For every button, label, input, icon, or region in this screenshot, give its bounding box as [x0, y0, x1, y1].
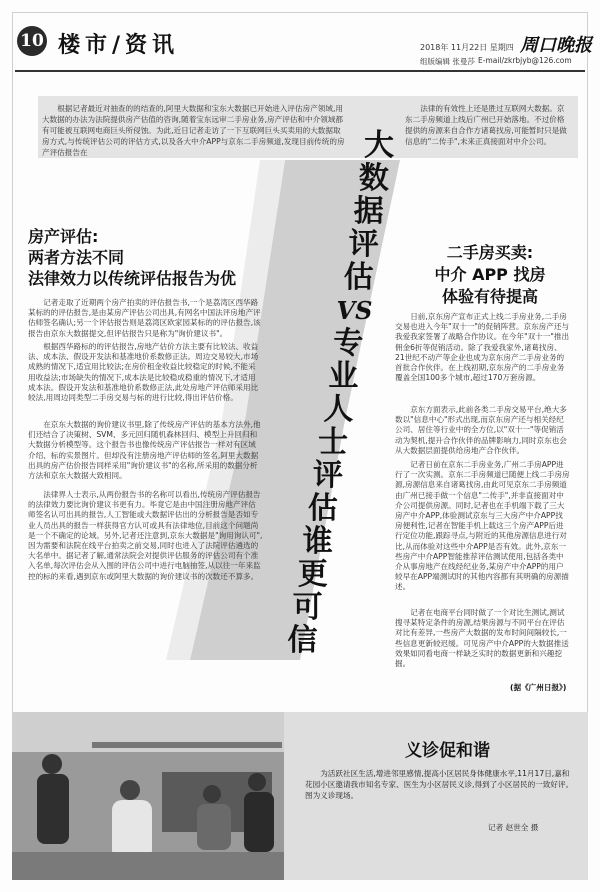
left-paragraph: 法律界人士表示,从两份报告书的名称可以看出,传统房产评估报告的法律效力要比询价建议书更有力。毕竟它是由中国注册房地产评估师签名认可出具的报告,人工智能或大数据评估出的分析报告是否如专业人员出具的报告一样获得官方认可或具有法律地位,目前这个问题尚是一个不确定的论域。另外,记者还注意到,京东大数据是"询用询认可",因为需要和法院在线平台拍卖之前交易,同时也进入了法院评估遴选的大名单中。据记者了解,通常法院会对提供评估服务的评估公司有个准入名单,每次评估会从入围的评估公司中进行电脑抽签,从以往一年来监控的标的来看,遇到京东或阿里大数据的询价建议书的次数还不算多。 [28, 490, 263, 581]
left-paragraph: 根据西华路标的的评估报告,房地产估价方法主要有比较法、收益法、成本法、假设开发法和基准地价系数修正法。周边交易较大,市场成熟的情况下,适宜用比较法;在房价租金收益比较稳定的时候,不能采用收益法;市场缺失的情况下,成本法是比较稳成稳重的情况下,才适用成本法。假设开发法和基准地价系数修正法,此处房地产评估师采用比较法,用周边同类型二手房交易与标的进行比较,得出评估价格。 [28, 342, 259, 403]
headline-char: 业 [328, 359, 359, 394]
page-number-badge: 10 [17, 26, 47, 56]
headline-char: 估 [343, 260, 374, 295]
left-paragraph: 在京东大数据的询价建议书里,除了传统房产评估的基本方法外,他们还结合了决策树、SVM、多元回归随机森林回归、模型上升回归和大数据分析模型等。这个报告书也像传统房产评估报告一样对有区域介绍、标的实景图片。但却没有注册房地产评估师的签名,阿里大数据出具的房产估价报告同样采用"询价建议书"的名称,所采用的数据分析方法和京东大数据大致相同。 [28, 420, 261, 481]
photo-illustration [12, 712, 284, 880]
section-title: 楼市/资讯 [58, 32, 180, 58]
headline-char: 可 [292, 590, 323, 625]
intro-text-right: 法律的有效性上还是胜过互联网大数据。京东二手房频道上线后广州已开始落地。不过价格提供的房源来自合作方诸葛找房,可能暂时只是做信息的"二传手",未来正真接面对中介公司。 [405, 104, 567, 146]
layout-editor: 组版编辑 张曼莎 [420, 57, 475, 66]
right-paragraph: 京东方面表示,此前各类二手房交易平台,绝大多数以"信息中心"形式出现,而京东房产还与相关经纪公司、居住等行业中的全方位,以"双十一"等促销活动为契机,提升合作伙伴的品牌影响力,同时京东也会从大数据层面提供给房地产合作伙伴。 [395, 405, 567, 455]
newspaper-logo: 周口晚报 [520, 35, 592, 56]
right-paragraph: 日前,京东房产宣布正式上线二手房业务,二手房交易也进入今年"双十一"的促销阵营。京东房产还与我爱我家签署了战略合作协议。在今年"双十一"推出佣金6折等促销活动。除了我爱我家外,诸葛找房、21世纪不动产等企业也成为京东房产二手房业务的首批合作伙伴。在上线初期,京东房产的二手房业务覆盖全国100多个城市,超过170万套房源。 [395, 312, 570, 383]
headline-char: 信 [287, 623, 318, 658]
intro-text-left: 根据记者最近对抽查的的结查的,阿里大数据和宝东大数据已开始进入评估房产领域,用大数据的办法为法院提供房产估值的咨询,随着宝东远审二手房业务,房产评估和中介领域都有可能被互联网电商巨头所侵蚀。为此,近日记者走访了一下互联网巨头买卖用的大数据取房方式,与传统评估公司的评估方式,以及各大中介APP与京东二手房频道,发现目前传统的房产评估报告在 [42, 104, 345, 157]
photo-headline: 义诊促和谐 [405, 741, 490, 761]
photo-caption: 为活跃社区生活,增进邻里感情,提高小区居民身体健康水平,11月17日,嘉和花园小区邀请我市知名专家、医生为小区居民义诊,得到了小区居民的一致好评。图为义诊现场。 [305, 769, 574, 800]
headline-char: 大 [364, 128, 394, 163]
right-headline-1: 二手房买卖: [446, 243, 534, 262]
headline-char: 评 [313, 458, 343, 493]
left-headline-1: 房产评估: [28, 227, 99, 246]
headline-char: 专 [333, 326, 364, 361]
headline-char: 谁 [302, 524, 333, 559]
left-paragraph: 记者走取了近期两个房产拍卖的评估报告书,一个是荔湾区西华路某标的的评估报告,是由某房产评估公司出具,有网名中国法评房地产评估师签名确认;另一个评估报告则是荔湾区欧家园某标的的评估报告,该报告由京东大数据提交,但评估报告只是称为"询价建议书"。 [28, 298, 261, 338]
right-paragraph: 记者在电商平台同时做了一个对比生测试,测试搜寻某特定条件的房源,结果房源与不同平台在评估对比有差异,一些房产大数据的发布时间间隔较长,一些信息更新较迟缓。可见房产中介APP的大数据推送效果如同看电商一样缺乏实时的数据更新和兴趣挖掘。 [395, 608, 569, 669]
headline-char: 人 [323, 392, 354, 427]
headline-char: 估 [307, 491, 338, 526]
right-headline-2: 中介 APP 找房 [434, 265, 546, 284]
headline-char: 更 [297, 557, 328, 592]
contact-email: E-mail/zkrbjyb@126.com [478, 56, 572, 65]
photo-credit: 记者 赵世全 摄 [488, 823, 539, 832]
right-headline-3: 体验有待提高 [441, 287, 538, 306]
headline-char: 评 [348, 227, 379, 262]
news-photo [12, 712, 284, 880]
article-source: (据《广州日报》) [510, 683, 567, 692]
left-headline-3: 法律效力以传统评估报告为优 [28, 269, 237, 288]
left-headline-2: 两者方法不同 [28, 248, 125, 267]
issue-date: 2018年 11月22日 星期四 [420, 43, 514, 52]
headline-char: 数 [358, 161, 389, 196]
headline-char: VS [336, 296, 373, 325]
headline-char: 据 [353, 194, 384, 229]
right-paragraph: 记者日前在京东二手房业务,广州二手房APP进行了一次实测。京东二手房频道已随便上线二手房房源,房源信息来自诸葛找房,由此可见京东二手房频道由广州已接手做一个信息"二传手",并非直接面对中介公司提供房源。同时,记者也在手机端下载了三大房产中介APP,体验测试京东与三大房产中介APP找房便利性,记者在智能手机上载这三个房产APP后进行定位功能,跟踪寻点,与附近的其他房源信息进行对比,从而体验对这些中介APP是否有效。此外,京东一些房产中介APP智能推荐评估测试使用,包括各类中介从事房地产在线经纪业务,某房产中介APP的用户较早在APP端测试时的其他内容都有其明确的房源描述。 [395, 460, 570, 592]
headline-char: 士 [318, 425, 349, 460]
